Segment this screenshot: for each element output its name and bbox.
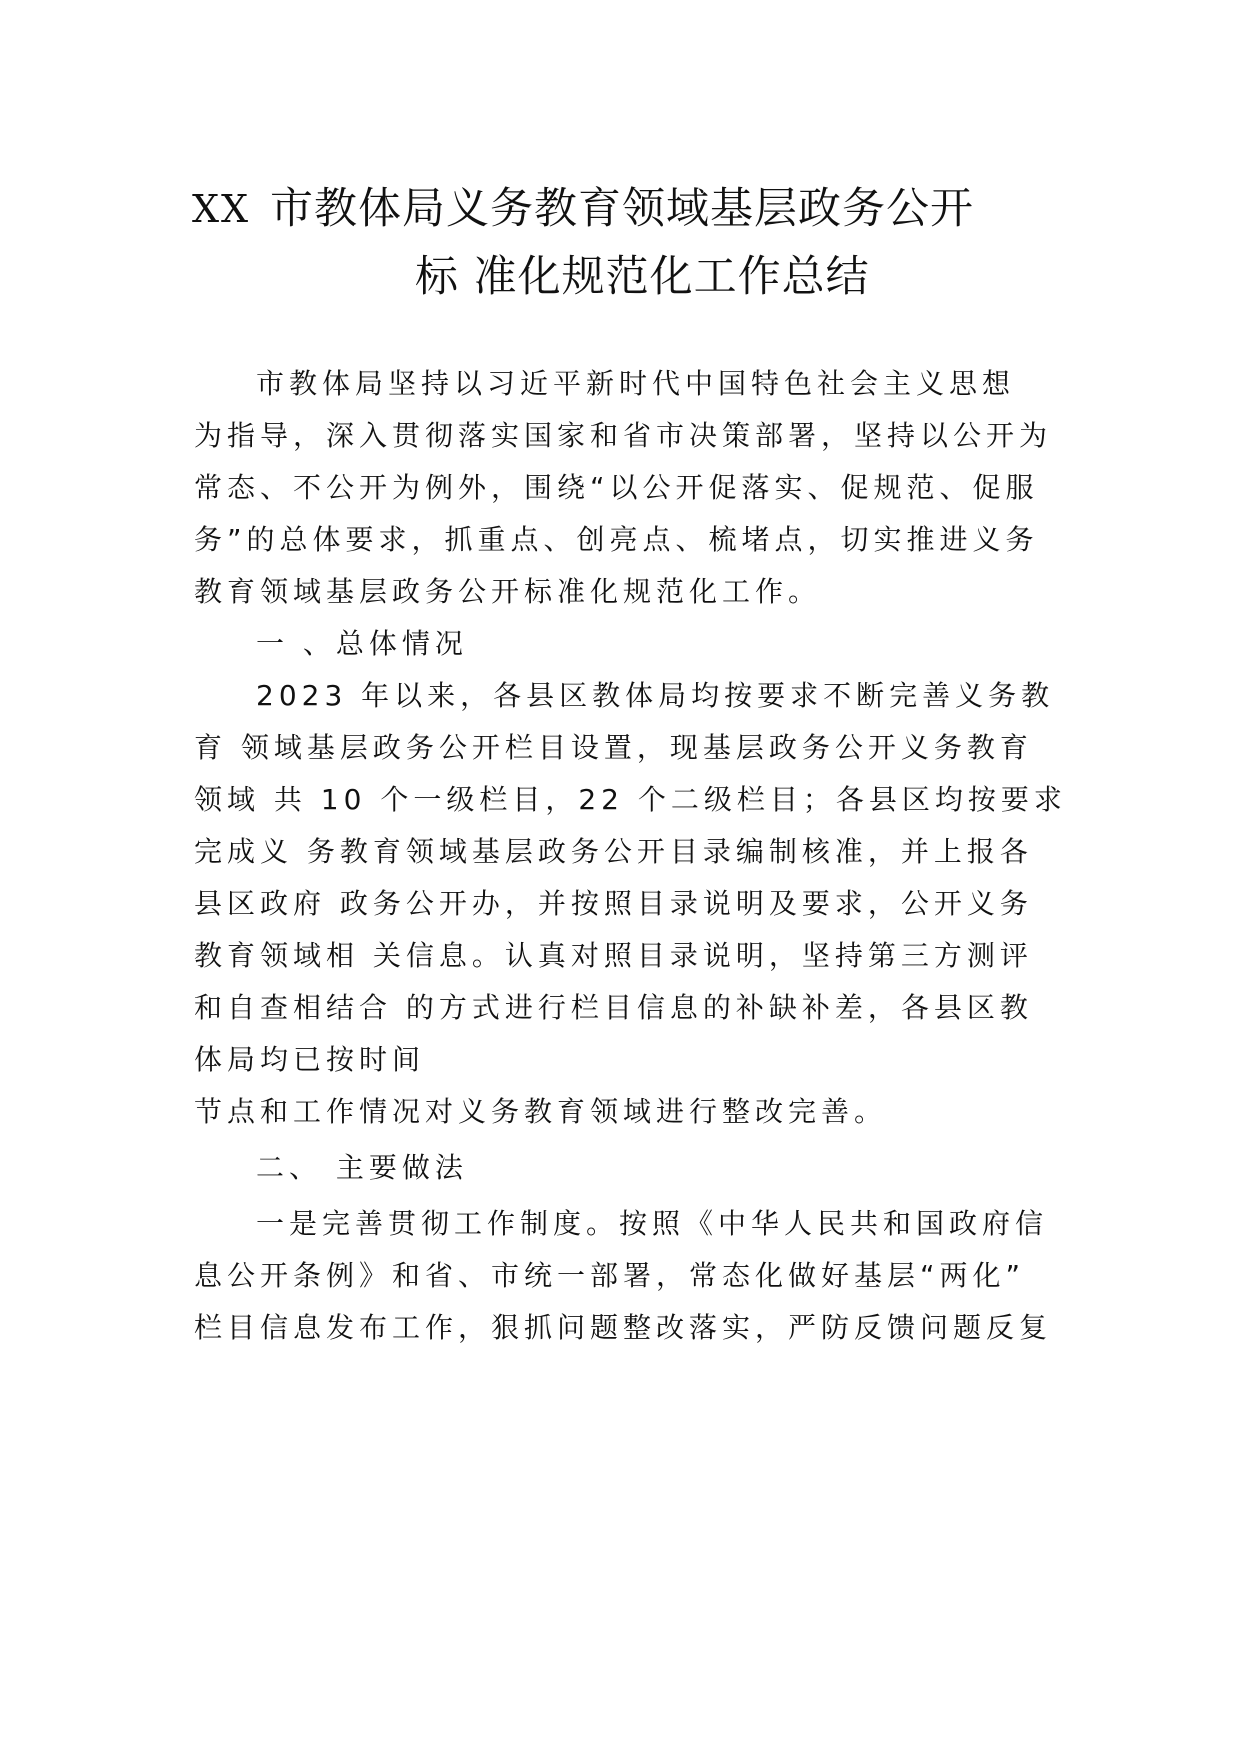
body-line: 领域 共 10 个一级栏目，22 个二级栏目；各县区均按要求 [194, 783, 1067, 816]
body-line: 体局均已按时间 [194, 1043, 426, 1076]
body-line: 县区政府 政务公开办，并按照目录说明及要求，公开义务 [194, 887, 1033, 920]
body-line: 务”的总体要求，抓重点、创亮点、梳堵点，切实推进义务 [194, 523, 1039, 556]
title-prefix: XX [192, 187, 251, 231]
body-line: 为指导，深入贯彻落实国家和省市决策部署，坚持以公开为 [194, 419, 1053, 452]
body-line: 栏目信息发布工作，狠抓问题整改落实，严防反馈问题反复 [194, 1311, 1053, 1344]
title-text-1: 市教体局义务教育领域基层政务公开 [270, 184, 974, 234]
section-heading: 一 、总体情况 [256, 627, 468, 660]
body-line: 完成义 务教育领域基层政务公开目录编制核准，并上报各 [194, 835, 1033, 868]
body-line: 一是完善贯彻工作制度。按照《中华人民共和国政府信 [256, 1207, 1049, 1240]
title-text-2: 标 准化规范化工作总结 [415, 252, 870, 302]
body-line: 常态、不公开为例外，围绕“以公开促落实、促规范、促服 [194, 471, 1039, 504]
body-line: 息公开条例》和省、市统一部署，常态化做好基层“两化” [194, 1259, 1026, 1292]
body-line: 节点和工作情况对义务教育领域进行整改完善。 [194, 1095, 888, 1128]
body-line: 教育领域相 关信息。认真对照目录说明，坚持第三方测评 [194, 939, 1033, 972]
section-heading: 二、 主要做法 [256, 1151, 468, 1184]
body-line: 市教体局坚持以习近平新时代中国特色社会主义思想 [256, 367, 1016, 400]
body-line: 育 领域基层政务公开栏目设置，现基层政务公开义务教育 [194, 731, 1033, 764]
body-line: 和自查相结合 的方式进行栏目信息的补缺补差，各县区教 [194, 991, 1033, 1024]
body-line: 2023 年以来，各县区教体局均按要求不断完善义务教 [256, 679, 1055, 712]
body-line: 教育领域基层政务公开标准化规范化工作。 [194, 575, 822, 608]
